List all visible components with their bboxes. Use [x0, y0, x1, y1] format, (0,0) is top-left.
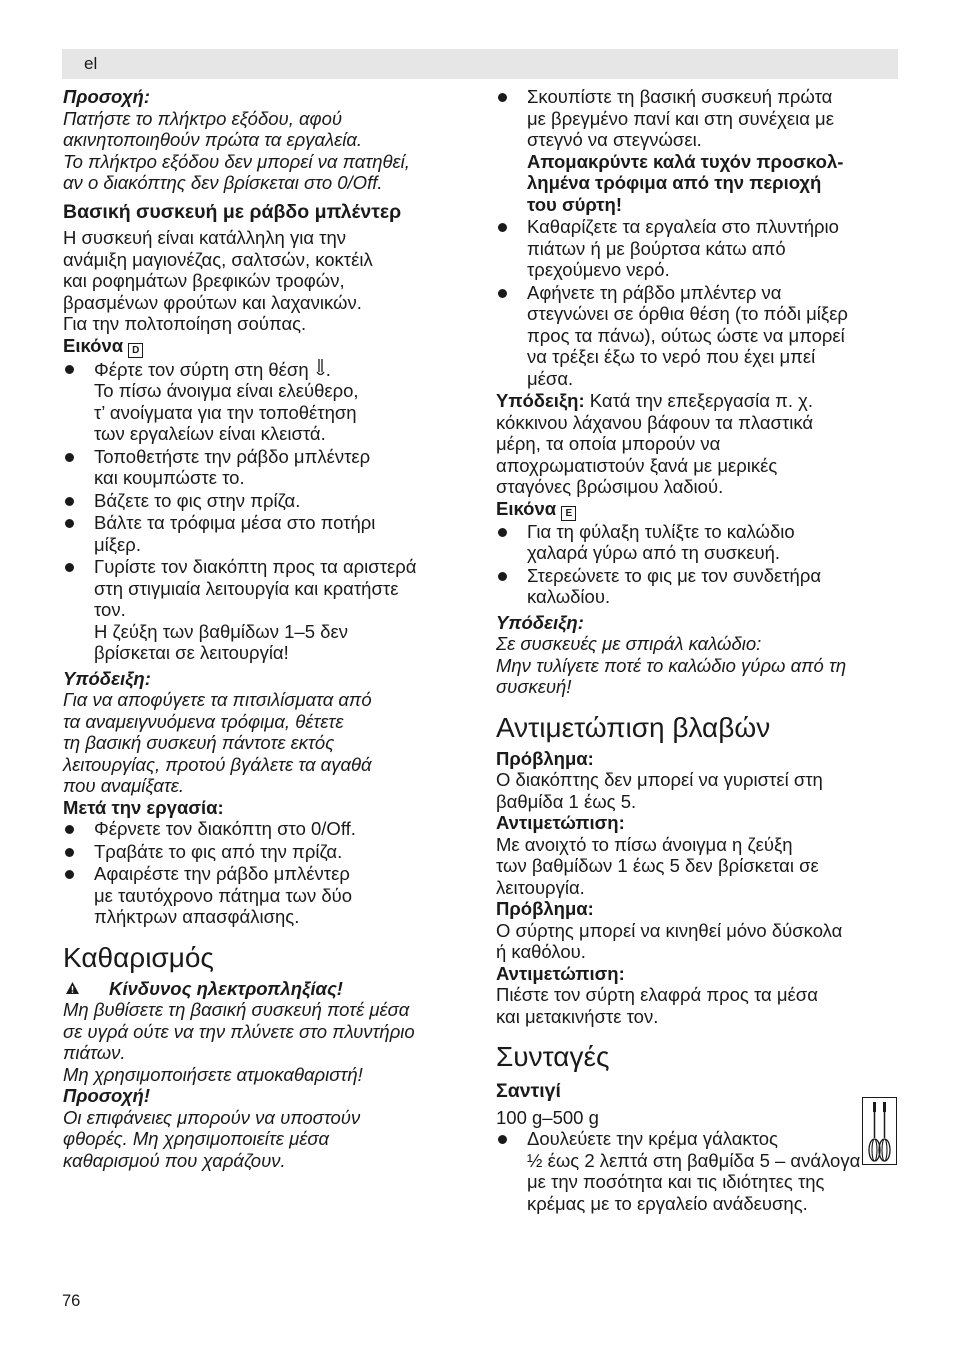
note-line: κόκκινου λάχανου βάφουν τα πλαστικά	[496, 411, 814, 433]
solution-line: λειτουργία.	[496, 876, 585, 898]
figure-label: Εικόνα	[496, 497, 557, 519]
list-item	[496, 1128, 900, 1214]
note-title: Υπόδειξη:	[496, 390, 585, 411]
step-text: Στερεώνετε το φις με τον συνδετήρα	[527, 564, 822, 586]
bullet-icon	[65, 870, 74, 879]
step-text: κρέμας με το εργαλείο ανάδευσης.	[527, 1192, 808, 1214]
solution-title: Αντιμετώπιση:	[496, 812, 625, 833]
figure-ref-d	[63, 335, 463, 358]
step-text: Σκουπίστε τη βασική συσκευή πρώτα	[527, 86, 833, 107]
note-line: Μην τυλίγετε ποτέ το καλώδιο γύρω από τη	[496, 654, 847, 676]
step-text: μέσα.	[527, 367, 574, 389]
page-number: 76	[62, 1292, 81, 1310]
step-text: Γυρίστε τον διακόπτη προς τα αριστερά	[94, 556, 417, 577]
step-text: με ταυτόχρονο πάτημα των δύο	[94, 884, 353, 906]
list-item	[496, 216, 900, 281]
step-text: πιάτων ή με βούρτσα κάτω από	[527, 237, 786, 259]
whisk-tool-icon	[862, 1097, 897, 1165]
problem-line: Ο διακόπτης δεν μπορεί να γυριστεί στη	[496, 769, 823, 790]
blender-heading: Βασική συσκευή με ράβδο μπλέντερ	[63, 200, 402, 223]
step-text: Βάζετε το φις στην πρίζα.	[94, 489, 301, 511]
bullet-icon	[65, 825, 74, 834]
note-line: Σε συσκευές με σπιράλ καλώδιο:	[496, 633, 762, 654]
note-line: τα αναμειγνυόμενα τρόφιμα, θέτετε	[63, 710, 344, 732]
intro-line: ανάμιξη μαγιονέζας, σαλτσών, κοκτέιλ	[63, 248, 373, 270]
danger-warning	[63, 978, 463, 1000]
danger-text	[63, 999, 463, 1085]
bullet-icon	[498, 1135, 507, 1144]
step-text: τον.	[94, 599, 126, 620]
intro-line: Για την πολτοποίηση σούπας.	[63, 313, 307, 334]
step-text: Φέρνετε τον διακόπτη στο 0/Off.	[94, 818, 356, 839]
note-line: σταγόνες βρώσιμου λαδιού.	[496, 476, 724, 497]
caution-text	[63, 1107, 463, 1172]
caution-title: Προσοχή:	[63, 86, 150, 107]
step-text: μίξερ.	[94, 533, 141, 555]
step-text: Δουλεύετε την κρέμα γάλακτος	[527, 1128, 778, 1149]
note-line: Κατά την επεξεργασία π. χ.	[589, 390, 813, 411]
intro-line: Η συσκευή είναι κατάλληλη για την	[63, 227, 347, 248]
after-work-steps	[63, 818, 463, 928]
step-bold-text: Απομακρύντε καλά τυχόν προσκολ-	[527, 150, 844, 172]
figure-label: Εικόνα	[63, 334, 124, 356]
step-text: Για τη φύλαξη τυλίξτε το καλώδιο	[527, 520, 795, 542]
usage-steps	[63, 358, 463, 664]
step-text: χαλαρά γύρω από τη συσκευή.	[527, 542, 781, 563]
danger-line: Μη βυθίσετε τη βασική συσκευή ποτέ μέσα	[63, 999, 410, 1020]
step-cont: Το πίσω άνοιγμα είναι ελεύθερο,	[94, 380, 359, 401]
caution-line: αν ο διακόπτης δεν βρίσκεται στο 0/Off.	[63, 172, 383, 193]
troubleshooting-heading: Αντιμετώπιση βλαβών	[496, 711, 771, 743]
note-title: Υπόδειξη:	[63, 667, 151, 689]
danger-line: Μη χρησιμοποιήσετε ατμοκαθαριστή!	[63, 1063, 363, 1085]
bullet-icon	[498, 572, 507, 581]
note-text	[496, 633, 900, 698]
step-cont: Η ζεύξη των βαθμίδων 1–5 δεν	[94, 620, 348, 642]
caution-line: καθαρισμού που χαράζουν.	[63, 1149, 286, 1171]
step-text: και κουμπώστε το.	[94, 467, 245, 488]
bullet-icon	[498, 528, 507, 537]
after-work-title: Μετά την εργασία:	[63, 796, 224, 818]
step-text: στη στιγμιαία λειτουργία και κρατήστε	[94, 577, 399, 599]
bullet-icon	[498, 93, 507, 102]
step-text: τρεχούμενο νερό.	[527, 259, 670, 280]
list-item	[63, 841, 463, 863]
note-line: συσκευή!	[496, 676, 572, 697]
solution-title: Αντιμετώπιση:	[496, 962, 625, 984]
step-text: στεγνό να στεγνώσει.	[527, 129, 702, 150]
list-item	[63, 818, 463, 840]
bullet-icon	[65, 365, 74, 374]
step-text: Φέρτε τον σύρτη στη θέση	[94, 358, 309, 380]
bullet-icon	[498, 223, 507, 232]
blender-intro	[63, 227, 463, 335]
right-column	[496, 86, 900, 1215]
list-item	[63, 490, 463, 512]
caution-line: Το πλήκτρο εξόδου δεν μπορεί να πατηθεί,	[63, 150, 410, 172]
bullet-icon	[65, 519, 74, 528]
step-cont: βρίσκεται σε λειτουργία!	[94, 642, 289, 663]
list-item	[496, 282, 900, 390]
step-cont: των εργαλείων είναι κλειστά.	[94, 423, 326, 444]
bullet-icon	[65, 563, 74, 572]
intro-line: και ροφημάτων βρεφικών τροφών,	[63, 270, 345, 291]
language-bar	[62, 49, 898, 79]
step-text: στεγνώνει σε όρθια θέση (το πόδι μίξερ	[527, 303, 848, 324]
recipes-heading: Συνταγές	[496, 1041, 610, 1072]
bullet-icon	[65, 848, 74, 857]
step-bold-text: λημένα τρόφιμα από την περιοχή	[527, 172, 822, 193]
step-text: Αφαιρέστε την ράβδο μπλέντερ	[94, 863, 350, 884]
problem-line: βαθμίδα 1 έως 5.	[496, 790, 637, 812]
recipe-quantity: 100 g–500 g	[496, 1106, 599, 1128]
step-text: Βάλτε τα τρόφιμα μέσα στο ποτήρι	[94, 512, 376, 533]
list-item	[63, 863, 463, 928]
caution-line: Οι επιφάνειες μπορούν να υποστούν	[63, 1106, 361, 1128]
step-text: με βρεγμένο πανί και στη συνέχεια με	[527, 107, 834, 129]
list-item	[496, 521, 900, 564]
figure-ref-e	[496, 498, 900, 521]
step-text: προς τα πάνω), ούτως ώστε να μπορεί	[527, 324, 845, 346]
caution-line: Πατήστε το πλήκτρο εξόδου, αφού	[63, 107, 343, 129]
bullet-icon	[65, 453, 74, 462]
list-item	[63, 446, 463, 489]
warning-triangle-icon	[65, 981, 80, 995]
caution-text	[63, 108, 463, 194]
problem-title: Πρόβλημα:	[496, 747, 594, 769]
note-line: αποχρωματιστούν ξανά με μερικές	[496, 454, 778, 476]
intro-line: βρασμένων φρούτων και λαχανικών.	[63, 291, 362, 313]
step-text: καλωδίου.	[527, 586, 611, 607]
problem-line: Ο σύρτης μπορεί να κινηθεί μόνο δύσκολα	[496, 919, 843, 941]
list-item	[63, 512, 463, 555]
note-title: Υπόδειξη:	[496, 611, 584, 633]
caution-title: Προσοχή!	[63, 1085, 150, 1106]
solution-line: των βαθμίδων 1 έως 5 δεν βρίσκεται σε	[496, 855, 819, 876]
note-paragraph	[496, 390, 900, 498]
danger-line: πιάτων.	[63, 1042, 126, 1063]
step-cont: τ’ ανοίγματα για την τοποθέτηση	[94, 401, 357, 423]
solution-line: Με ανοιχτό το πίσω άνοιγμα η ζεύξη	[496, 833, 793, 855]
step-text: να τρέξει έξω το νερό που έχει μπεί	[527, 346, 816, 367]
bullet-icon	[65, 497, 74, 506]
step-text: πλήκτρων απασφάλισης.	[94, 906, 300, 927]
solution-line: και μετακινήστε τον.	[496, 1005, 659, 1027]
left-column	[63, 86, 463, 1171]
step-text: ½ έως 2 λεπτά στη βαθμίδα 5 – ανάλογα	[527, 1149, 861, 1171]
figure-letter-box: E	[561, 506, 576, 521]
note-text	[63, 689, 463, 797]
language-code: el	[84, 54, 98, 73]
recipe-title: Σαντιγί	[496, 1080, 561, 1102]
bullet-icon	[498, 289, 507, 298]
danger-title: Κίνδυνος ηλεκτροπληξίας!	[109, 977, 343, 999]
figure-letter-box: D	[128, 343, 143, 358]
problem-title: Πρόβλημα:	[496, 898, 594, 919]
step-text: Τραβάτε το φις από την πρίζα.	[94, 840, 343, 862]
note-line: λειτουργίας, προτού βγάλετε τα αγαθά	[63, 753, 372, 775]
note-line: Για να αποφύγετε τα πιτσιλίσματα από	[63, 689, 372, 710]
step-text: Τοποθετήστε την ράβδο μπλέντερ	[94, 445, 371, 467]
step-bold-text: του σύρτη!	[527, 193, 623, 215]
list-item: Φέρτε τον σύρτη στη θέση . Το πίσω άνοιγμα είναι ελεύθερο, τ’ ανοίγματα για την τοποθέτηση των εργαλείων είναι κλειστά.	[63, 358, 463, 445]
list-item	[496, 86, 900, 215]
recipe-steps	[496, 1128, 900, 1214]
note-line: που αναμίξατε.	[63, 775, 185, 796]
step-text: Καθαρίζετε τα εργαλεία στο πλυντήριο	[527, 216, 839, 237]
cleaning-heading: Καθαρισμός	[63, 941, 214, 973]
problem-line: ή καθόλου.	[496, 941, 586, 962]
caution-line: ακινητοποιηθούν πρώτα τα εργαλεία.	[63, 129, 363, 150]
note-line: τη βασική συσκευή πάντοτε εκτός	[63, 732, 335, 753]
storage-steps	[496, 521, 900, 608]
list-item	[496, 565, 900, 608]
note-line: μέρη, τα οποία μπορούν να	[496, 433, 721, 454]
cleaning-steps	[496, 86, 900, 389]
step-text: με την ποσότητα και τις ιδιότητες της	[527, 1171, 825, 1192]
caution-line: φθορές. Μη χρησιμοποιείτε μέσα	[63, 1128, 330, 1149]
slider-position-icon	[314, 358, 326, 378]
step-text: Αφήνετε τη ράβδο μπλέντερ να	[527, 281, 782, 303]
danger-line: σε υγρά ούτε να την πλύνετε στο πλυντήριο	[63, 1020, 415, 1042]
list-item	[63, 556, 463, 664]
solution-line: Πιέστε τον σύρτη ελαφρά προς τα μέσα	[496, 984, 818, 1005]
